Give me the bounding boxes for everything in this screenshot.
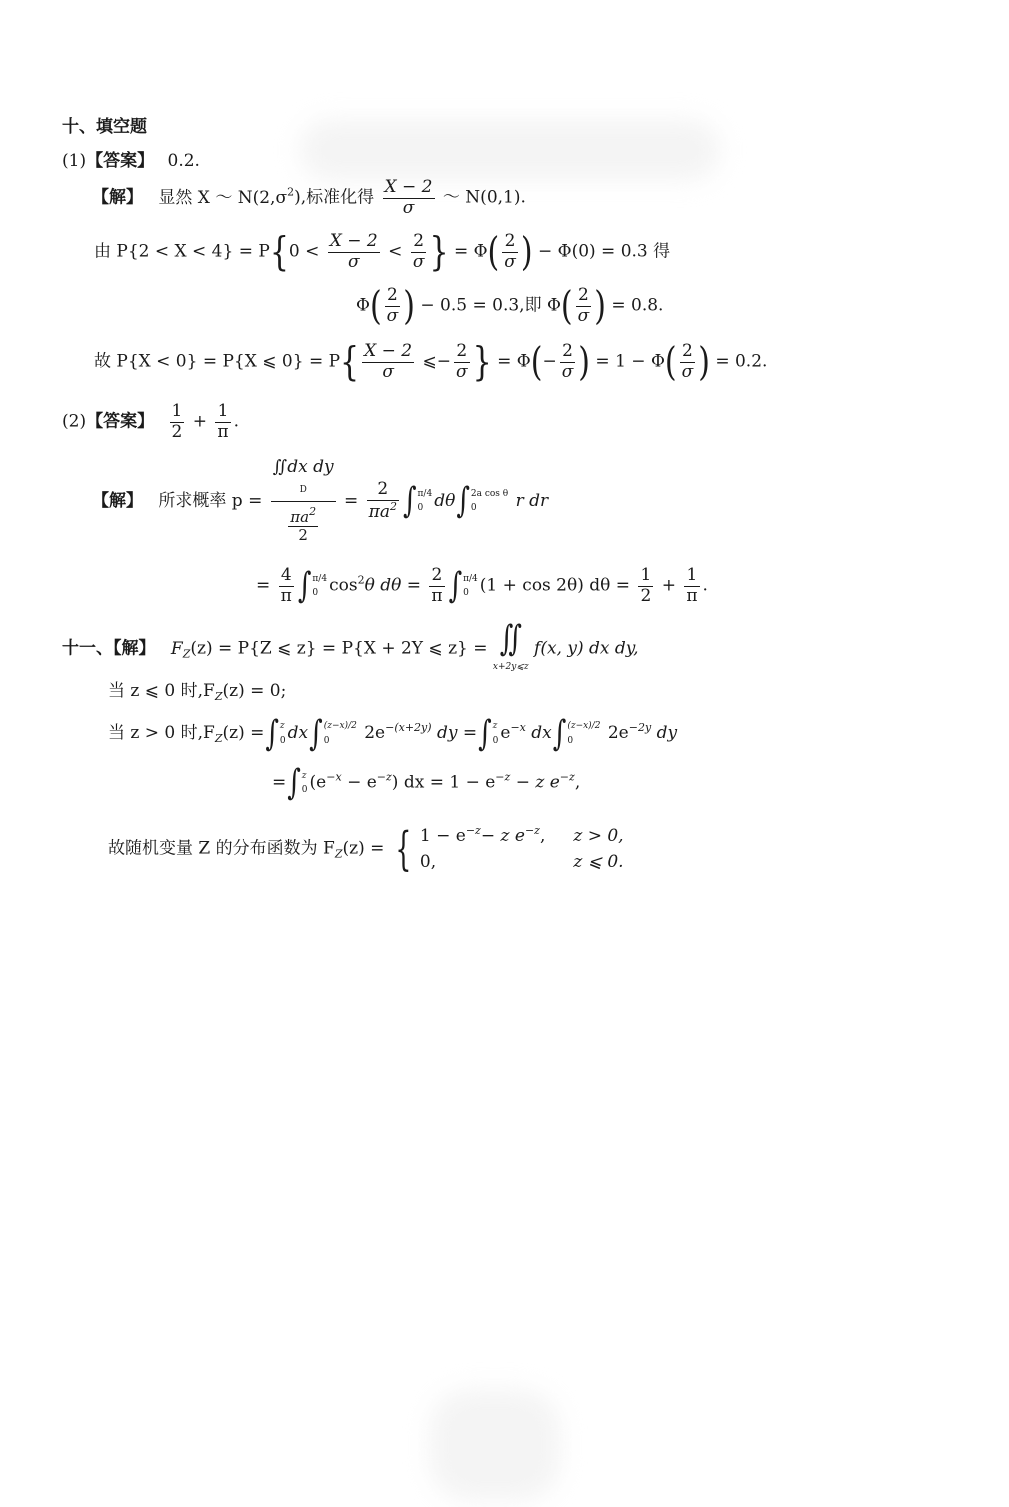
lower-limit: 0 xyxy=(463,588,469,599)
double-integral: ∬dx dy xyxy=(272,457,334,477)
q1-line2-e: − Φ(0) = 0.3 得 xyxy=(537,241,671,262)
integral-sign: ∫ xyxy=(402,481,417,522)
q1-line3-frac-2 xyxy=(576,286,592,326)
integral-sign: ∫ xyxy=(478,713,492,754)
upper-limit: π/4 xyxy=(312,573,328,584)
integral-limits xyxy=(493,719,499,748)
scan-smudge-top xyxy=(300,120,720,180)
s11-line4-b: (e xyxy=(309,772,327,793)
q1-line3-c: = 0.8. xyxy=(611,295,664,316)
case-row-1 xyxy=(420,822,630,849)
frac-den: 2 xyxy=(171,421,183,442)
q1-line2-d: = Φ xyxy=(453,241,488,262)
q2-eq2-fraction xyxy=(279,566,294,606)
paren-open: ( xyxy=(560,283,573,329)
frac-num: 2 xyxy=(680,342,696,363)
square-sup: 2 xyxy=(357,573,365,587)
q2-probability-fraction xyxy=(271,458,336,545)
s11-line3-a: 当 z > 0 时,F xyxy=(108,723,215,743)
exp-sup: −z xyxy=(465,824,481,837)
case-val-b: − z e xyxy=(480,826,525,846)
frac-num: 1 xyxy=(684,566,699,587)
integral-limits xyxy=(463,572,478,601)
frac-den: σ xyxy=(456,361,468,382)
q1-line2-a: 由 P{2 < X < 4} = P xyxy=(94,241,270,262)
s11-line5-a: 故随机变量 Z 的分布函数为 F xyxy=(108,838,335,859)
frac-num: 2 xyxy=(411,232,427,253)
q1-line1-a: 显然 X ～ N(2,σ xyxy=(158,187,288,208)
subscript-Z: Z xyxy=(214,690,223,703)
frac-den: σ xyxy=(577,305,590,326)
brace-close: } xyxy=(472,339,492,385)
paren-close: ) xyxy=(698,339,710,385)
comma: , xyxy=(574,772,581,793)
period: . xyxy=(702,575,708,596)
minus-sign: − xyxy=(542,351,557,372)
q1-line4-e: = 0.2. xyxy=(715,351,768,372)
s11-line1-b: (z) = P{Z ⩽ z} = P{X + 2Y ⩽ z} = xyxy=(190,638,488,659)
paren-open: ( xyxy=(530,339,543,385)
integral-sign: ∬ xyxy=(499,618,522,660)
s11-line4-c: − e xyxy=(347,772,377,793)
q1-solution-line-2 xyxy=(94,229,671,275)
frac-den: π xyxy=(686,585,698,606)
lower-limit: 0 xyxy=(567,735,574,746)
integral-limits xyxy=(567,719,600,748)
integral-sign: ∫ xyxy=(309,713,323,754)
cases-brace: { xyxy=(395,821,412,876)
frac-den: 2 xyxy=(640,585,652,606)
q1-line2-frac-3 xyxy=(502,232,518,272)
frac-den xyxy=(271,502,336,545)
q1-line4-d: = 1 − Φ xyxy=(595,351,665,372)
integral-limits xyxy=(324,719,357,748)
equals-sign: = xyxy=(272,772,287,793)
lower-limit: 0 xyxy=(492,735,499,746)
q2-result-half xyxy=(638,566,653,606)
exp-base: e xyxy=(500,723,511,743)
s11-line2-b: (z) = 0; xyxy=(222,681,287,701)
q2-answer-inv-pi xyxy=(215,402,230,442)
exp-sup: −2y xyxy=(628,721,652,734)
frac-num: 4 xyxy=(279,566,294,587)
frac-den: σ xyxy=(347,251,360,272)
frac-num: 1 xyxy=(171,401,183,421)
brace-open: { xyxy=(340,339,360,385)
plus-sign: + xyxy=(661,575,676,596)
frac-num xyxy=(288,506,318,527)
theta-dtheta: θ dθ = xyxy=(364,575,421,596)
subscript-Z: Z xyxy=(214,732,223,745)
case-2-condition: z ⩽ 0. xyxy=(573,852,624,873)
q2-sol-text: 所求概率 p = xyxy=(158,490,263,511)
paren-close: ) xyxy=(520,229,533,275)
paren-open: ( xyxy=(664,339,677,385)
q1-line3-b: − 0.5 = 0.3,即 Φ xyxy=(420,295,561,316)
q2-answer-tag: 【答案】 xyxy=(86,411,155,432)
frac-den: 2 xyxy=(298,526,308,545)
paren-close: ) xyxy=(594,283,606,329)
section-11-line-5 xyxy=(108,822,630,876)
integral-sign: ∫ xyxy=(448,565,463,607)
dy-eq: dy = xyxy=(436,723,478,743)
case-val-a: 1 − e xyxy=(419,826,466,846)
q1-solution-line-3 xyxy=(356,283,664,329)
q2-answer-line xyxy=(62,402,239,442)
frac-num: X − 2 xyxy=(364,341,413,361)
upper-limit: z xyxy=(301,770,307,781)
F-letter: F xyxy=(170,638,183,659)
q1-line4-frac-1 xyxy=(362,342,414,382)
q1-answer-value: 0.2. xyxy=(167,151,200,171)
upper-limit: (z−x)/2 xyxy=(567,721,601,732)
integral-sign: ∫ xyxy=(297,565,312,607)
frac-den: σ xyxy=(681,361,694,382)
section-11-line-2 xyxy=(108,676,286,703)
exp-base: 2e xyxy=(364,723,386,743)
square-sup: 2 xyxy=(309,505,317,519)
frac-num: 2 xyxy=(560,342,576,363)
upper-limit: z xyxy=(492,721,498,732)
piecewise-cases xyxy=(420,822,630,876)
square-sup: 2 xyxy=(389,499,397,513)
integral-limits xyxy=(280,719,286,748)
cos-text: cos xyxy=(329,575,358,596)
frac-num: 2 xyxy=(576,286,592,307)
q2-result-inv-pi xyxy=(684,566,699,606)
pi-a: πa xyxy=(290,508,310,527)
period: . xyxy=(233,411,239,432)
frac-num: 2 xyxy=(502,232,518,253)
case-1-condition: z > 0, xyxy=(573,825,624,846)
case-row-2 xyxy=(420,849,630,875)
q1-line1-c: ～ N(0,1). xyxy=(442,187,526,208)
section-11-line-1 xyxy=(62,618,639,674)
q1-line3-frac-1 xyxy=(385,286,401,326)
integral-limits xyxy=(418,487,433,516)
q2-number: (2) xyxy=(62,411,87,432)
double-integral-region xyxy=(492,618,529,674)
exp-sup: −x xyxy=(326,770,342,784)
r-dr: r dr xyxy=(515,490,549,511)
q1-line2-frac-1 xyxy=(328,232,380,272)
q1-line4-frac-2 xyxy=(454,342,470,382)
exp-base: 2e xyxy=(607,723,629,743)
q1-standardized-fraction xyxy=(383,178,435,218)
q2-eq2-fraction-b xyxy=(429,566,444,606)
region-D: D xyxy=(299,484,307,495)
lower-limit: 0 xyxy=(470,503,477,514)
q1-line4-frac-4 xyxy=(680,342,696,382)
frac-den xyxy=(367,501,399,523)
q1-line2-b: 0 < xyxy=(288,241,320,262)
q1-number: (1) xyxy=(62,151,87,171)
paren-close: ) xyxy=(403,283,415,329)
integration-region: x+2y⩽z xyxy=(492,662,529,672)
frac-num: 1 xyxy=(640,565,652,585)
frac-num: 1 xyxy=(215,402,230,423)
upper-limit: (z−x)/2 xyxy=(323,721,357,732)
case-1-value: $1 - e^{-z}- z$ $e^{-z}$, xyxy=(419,824,546,846)
s11-line1-c: f(x, y) dx dy, xyxy=(534,638,639,659)
lower-limit: 0 xyxy=(312,588,319,599)
frac-num: X − 2 xyxy=(384,177,433,197)
case-2-value: 0, xyxy=(419,852,437,873)
lower-limit: 0 xyxy=(323,735,330,746)
equals-sign: = xyxy=(256,575,271,596)
brace-open: { xyxy=(269,229,289,275)
s11-line5-b: (z) = xyxy=(342,838,385,859)
s11-line2-a: 当 z ⩽ 0 时,F xyxy=(108,681,215,701)
exp-sup: −z xyxy=(495,770,511,784)
q1-line4-c: = Φ xyxy=(497,351,531,372)
section-11-heading: 十一、【解】 xyxy=(62,638,156,659)
q1-line2-frac-2 xyxy=(411,232,427,272)
section-11-line-3 xyxy=(108,713,678,754)
lower-limit: 0 xyxy=(417,503,424,514)
q1-solution-line-1 xyxy=(92,178,526,218)
paren-close: ) xyxy=(578,339,591,385)
paren-open: ( xyxy=(369,283,382,329)
frac-den: σ xyxy=(412,251,425,272)
frac-den: π xyxy=(217,421,229,442)
frac-den: σ xyxy=(402,197,415,218)
upper-limit: 2a cos θ xyxy=(470,488,509,499)
q1-line4-b: ⩽− xyxy=(422,351,452,372)
dy: dy xyxy=(656,723,678,743)
frac-num xyxy=(271,458,336,502)
frac-den: π xyxy=(280,585,292,606)
upper-limit: π/4 xyxy=(463,573,478,584)
integral-limits xyxy=(302,769,308,798)
q2-solution-line-1 xyxy=(92,458,548,545)
s11-line3-b: (z) = xyxy=(222,723,265,743)
integral-sign: ∫ xyxy=(456,481,470,522)
q1-line2-c: < xyxy=(388,241,403,262)
q2-eq1-fraction xyxy=(367,480,399,522)
integral-sign: ∫ xyxy=(552,713,567,754)
scan-smudge-bottom xyxy=(430,1390,560,1500)
q1-answer-line xyxy=(62,146,200,171)
q2-solution-line-2 xyxy=(256,566,708,606)
q1-line4-a: 故 P{X < 0} = P{X ⩽ 0} = P xyxy=(94,351,341,372)
equals-sign: = xyxy=(344,490,359,511)
q1-line1-b: ),标准化得 xyxy=(294,187,375,208)
integral-sign: ∫ xyxy=(287,762,301,804)
frac-den: σ xyxy=(504,251,516,272)
frac-num: X − 2 xyxy=(329,231,378,251)
integral-limits xyxy=(312,572,327,601)
integral-sign: ∫ xyxy=(265,713,279,754)
frac-num: 2 xyxy=(367,480,399,501)
subscript-Z: Z xyxy=(334,847,343,861)
q1-solution-tag: 【解】 xyxy=(92,187,143,208)
exp-sup: −x xyxy=(510,721,526,734)
square-sup: 2 xyxy=(287,185,295,199)
frac-den: σ xyxy=(382,361,394,382)
section-10-heading: 十、填空题 xyxy=(62,117,147,137)
s11-line4-e: − z e xyxy=(515,772,560,793)
brace-close: } xyxy=(429,229,449,275)
frac-num: 2 xyxy=(454,342,470,363)
q1-line3-a: Φ xyxy=(356,295,370,316)
dx: dx xyxy=(531,723,552,743)
upper-limit: π/4 xyxy=(417,488,433,499)
frac-den: σ xyxy=(386,305,399,326)
q1-solution-line-4 xyxy=(94,339,768,385)
q2-eq2-b: (1 + cos 2θ) dθ = xyxy=(479,575,631,596)
frac-den: π xyxy=(431,585,443,606)
q1-answer-tag: 【答案】 xyxy=(86,151,155,171)
upper-limit: z xyxy=(279,721,285,732)
subscript-Z: Z xyxy=(182,647,191,661)
exp-sup: −z xyxy=(559,770,575,784)
q2-answer-half xyxy=(170,402,185,442)
q1-line4-frac-3 xyxy=(560,342,576,382)
integral-limits xyxy=(471,487,508,516)
pi-a: πa xyxy=(368,501,390,522)
plus-sign: + xyxy=(192,411,207,432)
lower-limit: 0 xyxy=(279,735,286,746)
area-fraction xyxy=(288,506,318,545)
paren-open: ( xyxy=(487,229,500,275)
exp-sup: −(x+2y) xyxy=(385,721,432,734)
section-11-line-4 xyxy=(272,762,581,804)
frac-num: 2 xyxy=(385,286,401,307)
lower-limit: 0 xyxy=(301,785,308,795)
dx: dx xyxy=(287,723,309,743)
s11-line4-d: ) dx = 1 − e xyxy=(391,772,496,793)
exp-sup: −z xyxy=(376,770,392,784)
exp-sup: −z xyxy=(524,824,540,837)
d-theta: dθ xyxy=(434,490,456,511)
frac-num: 2 xyxy=(429,566,444,587)
frac-den: σ xyxy=(561,361,574,382)
q2-solution-tag: 【解】 xyxy=(92,490,143,511)
